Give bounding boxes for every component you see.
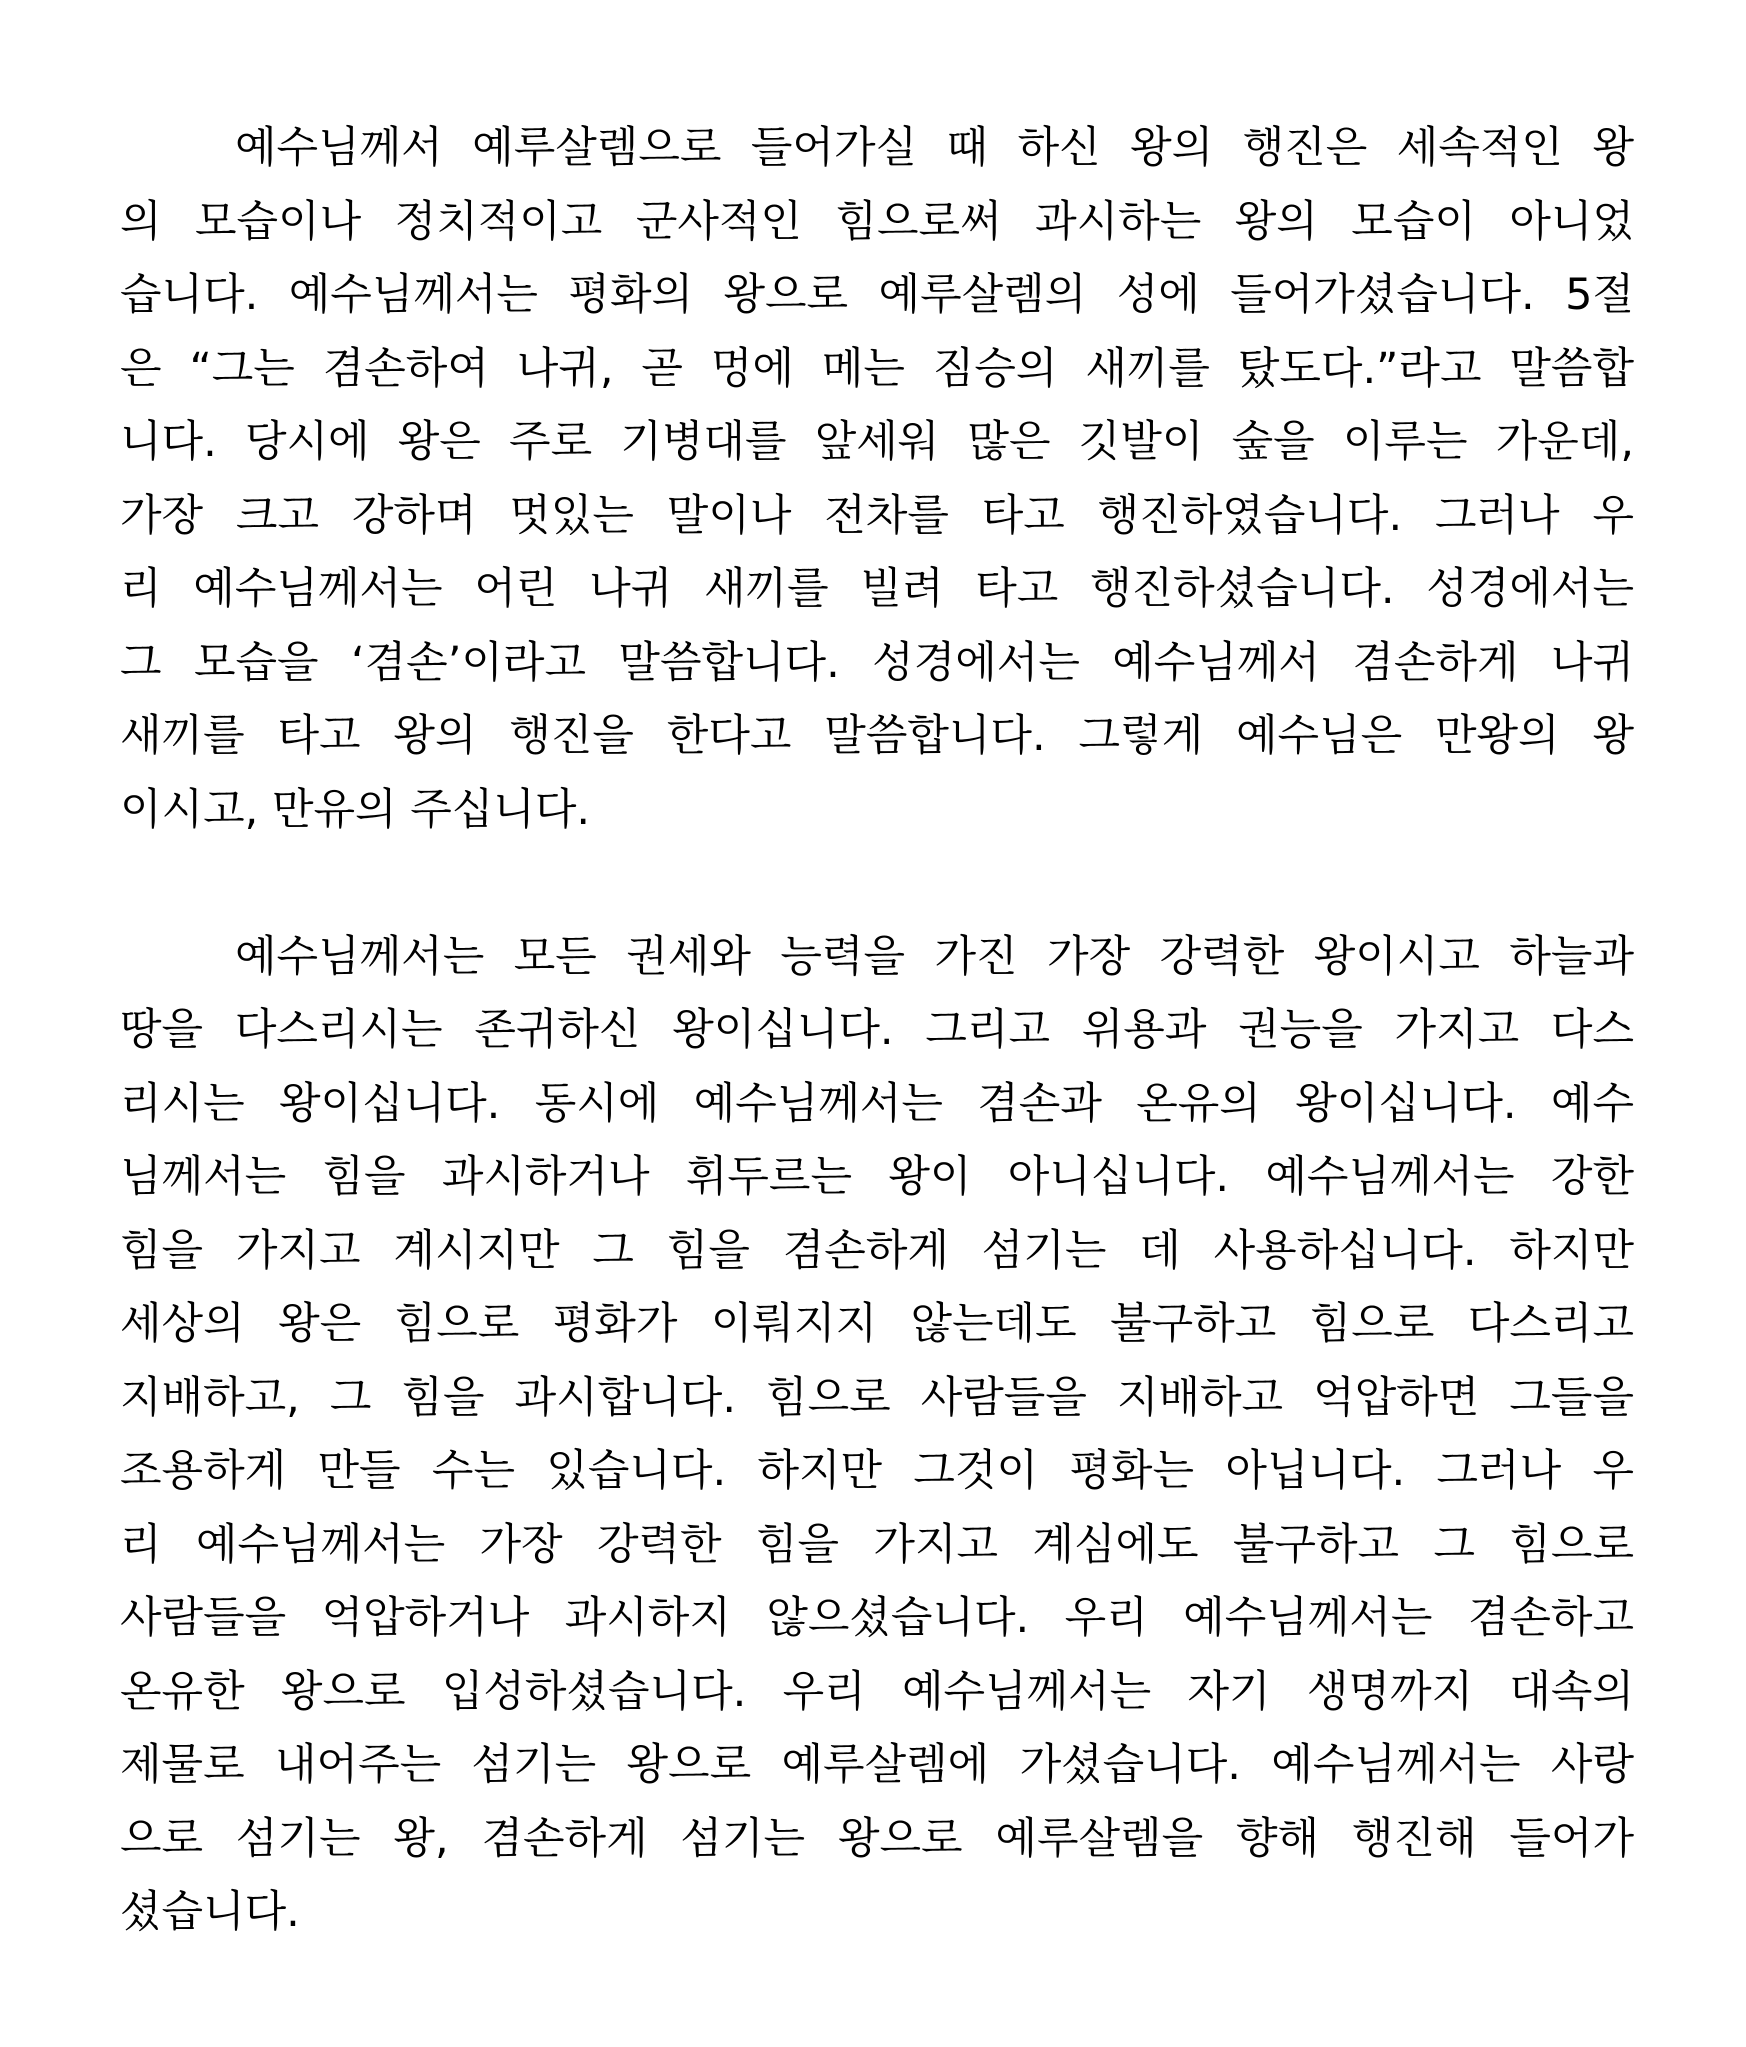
text-line: 니다. 당시에 왕은 주로 기병대를 앞세워 많은 깃발이 숲을 이루는 가운데,: [120, 417, 1634, 467]
text-line: 예수님께서 예루살렘으로 들어가실 때 하신 왕의 행진은 세속적인 왕: [235, 123, 1634, 173]
text-line: 가장 크고 강하며 멋있는 말이나 전차를 타고 행진하였습니다. 그러나 우: [120, 490, 1634, 541]
text-line: 땅을 다스리시는 존귀하신 왕이십니다. 그리고 위용과 권능을 가지고 다스: [120, 1005, 1634, 1055]
text-line: 힘을 가지고 계시지만 그 힘을 겸손하게 섬기는 데 사용하십니다. 하지만: [120, 1225, 1634, 1276]
text-line: 리 예수님께서는 어린 나귀 새끼를 빌려 타고 행진하셨습니다. 성경에서는: [120, 564, 1634, 614]
text-line: 사람들을 억압하거나 과시하지 않으셨습니다. 우리 예수님께서는 겸손하고: [120, 1593, 1634, 1643]
text-line: 세상의 왕은 힘으로 평화가 이뤄지지 않는데도 불구하고 힘으로 다스리고: [120, 1299, 1634, 1349]
text-line: 조용하게 만들 수는 있습니다. 하지만 그것이 평화는 아닙니다. 그러나 우: [120, 1446, 1634, 1496]
document-page: [120, 112, 1634, 1950]
text-line: 새끼를 타고 왕의 행진을 한다고 말씀합니다. 그렇게 예수님은 만왕의 왕: [120, 711, 1634, 761]
text-line: 예수님께서는 모든 권세와 능력을 가진 가장 강력한 왕이시고 하늘과: [235, 931, 1634, 982]
text-line: 님께서는 힘을 과시하거나 휘두르는 왕이 아니십니다. 예수님께서는 강한: [120, 1152, 1634, 1202]
text-line: 그 모습을 ‘겸손’이라고 말씀합니다. 성경에서는 예수님께서 겸손하게 나귀: [120, 637, 1634, 688]
text-line: 지배하고, 그 힘을 과시합니다. 힘으로 사람들을 지배하고 억압하면 그들을: [120, 1372, 1634, 1423]
text-line: 은 “그는 겸손하여 나귀, 곧 멍에 메는 짐승의 새끼를 탔도다.”라고 말씀합: [120, 343, 1634, 394]
text-line: 제물로 내어주는 섬기는 왕으로 예루살렘에 가셨습니다. 예수님께서는 사랑: [120, 1740, 1634, 1790]
text-line: 으로 섬기는 왕, 겸손하게 섬기는 왕으로 예루살렘을 향해 행진해 들어가: [120, 1813, 1634, 1864]
text-line: 리 예수님께서는 가장 강력한 힘을 가지고 계심에도 불구하고 그 힘으로: [120, 1519, 1634, 1570]
text-line: 온유한 왕으로 입성하셨습니다. 우리 예수님께서는 자기 생명까지 대속의: [120, 1666, 1634, 1717]
text-line: 습니다. 예수님께서는 평화의 왕으로 예루살렘의 성에 들어가셨습니다. 5절: [120, 270, 1634, 320]
paragraph-1: [120, 112, 1634, 847]
paragraph-2: [120, 921, 1634, 1950]
text-line: 이시고, 만유의 주십니다.: [120, 784, 591, 835]
text-line: 의 모습이나 정치적이고 군사적인 힘으로써 과시하는 왕의 모습이 아니었: [120, 196, 1634, 247]
text-line: 셨습니다.: [120, 1887, 300, 1937]
text-line: 리시는 왕이십니다. 동시에 예수님께서는 겸손과 온유의 왕이십니다. 예수: [120, 1078, 1634, 1129]
